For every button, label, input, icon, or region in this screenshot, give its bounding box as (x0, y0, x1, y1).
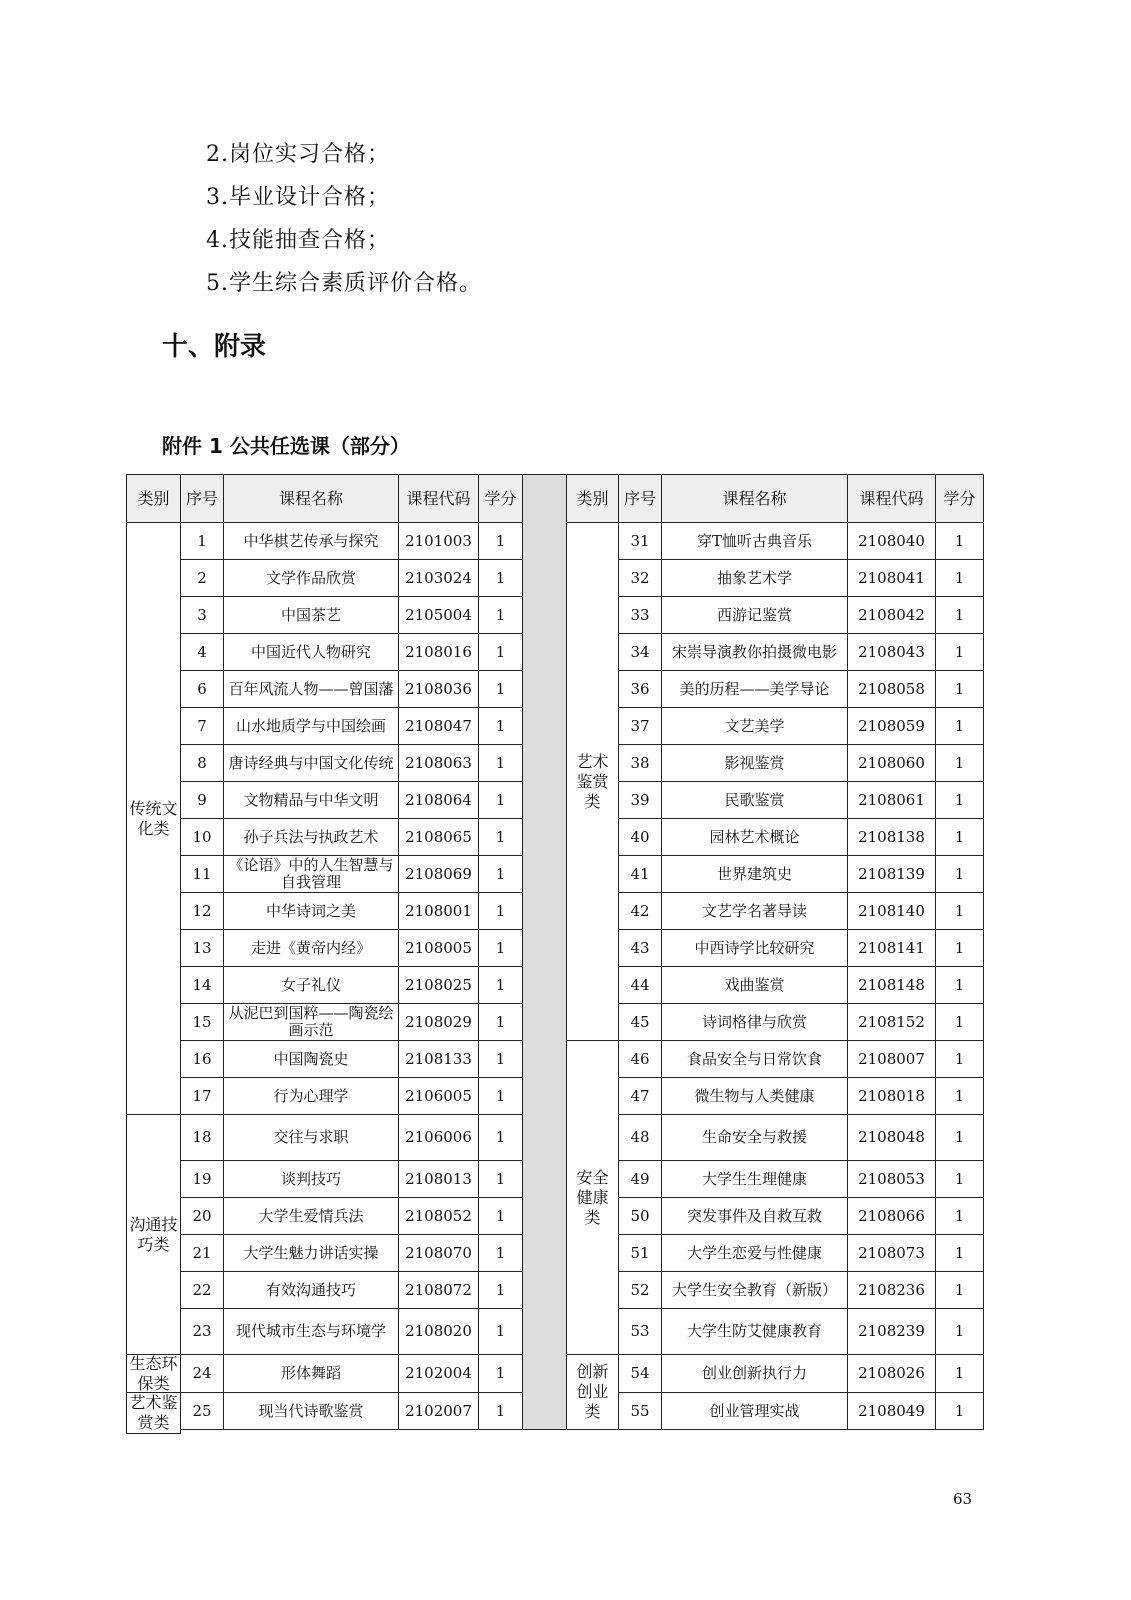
header-number: 序号 (180, 474, 224, 523)
course-code: 2108139 (847, 855, 936, 893)
header-number: 序号 (618, 474, 662, 523)
row-number: 50 (618, 1197, 662, 1235)
row-number: 46 (618, 1040, 662, 1078)
row-number: 41 (618, 855, 662, 893)
row-number: 40 (618, 818, 662, 856)
category-cell: 生态环保类 (126, 1354, 181, 1393)
course-code: 2102004 (398, 1354, 479, 1393)
course-name: 形体舞蹈 (223, 1354, 399, 1393)
course-name: 中华棋艺传承与探究 (223, 522, 399, 560)
course-name: 中国茶艺 (223, 596, 399, 634)
section-heading: 十、附录 (162, 332, 267, 362)
course-name: 行为心理学 (223, 1077, 399, 1115)
course-code: 2103024 (398, 559, 479, 597)
row-number: 44 (618, 966, 662, 1004)
course-code: 2108060 (847, 744, 936, 782)
course-name: 食品安全与日常饮食 (661, 1040, 848, 1078)
course-code: 2108236 (847, 1271, 936, 1309)
course-credit: 1 (935, 559, 984, 597)
row-number: 24 (180, 1354, 224, 1393)
page-number: 63 (953, 1490, 973, 1508)
row-number: 47 (618, 1077, 662, 1115)
course-credit: 1 (478, 1160, 523, 1198)
row-number: 37 (618, 707, 662, 745)
course-credit: 1 (935, 522, 984, 560)
header-category: 类别 (566, 474, 619, 523)
row-number: 38 (618, 744, 662, 782)
course-credit: 1 (935, 707, 984, 745)
row-number: 33 (618, 596, 662, 634)
course-code: 2108025 (398, 966, 479, 1004)
course-code: 2108138 (847, 818, 936, 856)
course-credit: 1 (935, 670, 984, 708)
header-name: 课程名称 (661, 474, 848, 523)
course-name: 大学生防艾健康教育 (661, 1308, 848, 1355)
course-code: 2108036 (398, 670, 479, 708)
course-name: 大学生恋爱与性健康 (661, 1234, 848, 1272)
row-number: 11 (180, 855, 224, 893)
course-credit: 1 (935, 1077, 984, 1115)
row-number: 7 (180, 707, 224, 745)
course-credit: 1 (478, 1077, 523, 1115)
course-name: 生命安全与救援 (661, 1114, 848, 1161)
course-code: 2108001 (398, 892, 479, 930)
course-name: 谈判技巧 (223, 1160, 399, 1198)
course-credit: 1 (478, 1271, 523, 1309)
course-name: 世界建筑史 (661, 855, 848, 893)
course-credit: 1 (935, 1040, 984, 1078)
course-credit: 1 (935, 818, 984, 856)
row-number: 51 (618, 1234, 662, 1272)
course-credit: 1 (935, 1003, 984, 1041)
course-credit: 1 (478, 1003, 523, 1041)
row-number: 4 (180, 633, 224, 671)
category-cell: 传统文化类 (126, 522, 181, 1115)
row-number: 13 (180, 929, 224, 967)
course-code: 2108133 (398, 1040, 479, 1078)
row-number: 36 (618, 670, 662, 708)
course-credit: 1 (478, 633, 523, 671)
row-number: 32 (618, 559, 662, 597)
requirement-item: 3.毕业设计合格； (206, 185, 390, 210)
row-number: 20 (180, 1197, 224, 1235)
row-number: 3 (180, 596, 224, 634)
course-name: 创业管理实战 (661, 1392, 848, 1430)
row-number: 55 (618, 1392, 662, 1430)
row-number: 10 (180, 818, 224, 856)
course-code: 2108047 (398, 707, 479, 745)
category-cell: 艺术鉴赏类 (566, 522, 619, 1041)
course-name: 文学作品欣赏 (223, 559, 399, 597)
row-number: 25 (180, 1392, 224, 1430)
course-code: 2105004 (398, 596, 479, 634)
course-name: 突发事件及自救互救 (661, 1197, 848, 1235)
course-credit: 1 (935, 855, 984, 893)
header-category: 类别 (126, 474, 181, 523)
course-name: 百年风流人物——曾国藩 (223, 670, 399, 708)
course-credit: 1 (478, 1114, 523, 1161)
course-code: 2108065 (398, 818, 479, 856)
row-number: 48 (618, 1114, 662, 1161)
course-name: 戏曲鉴赏 (661, 966, 848, 1004)
row-number: 34 (618, 633, 662, 671)
course-code: 2108007 (847, 1040, 936, 1078)
course-code: 2101003 (398, 522, 479, 560)
course-credit: 1 (478, 966, 523, 1004)
row-number: 1 (180, 522, 224, 560)
row-number: 52 (618, 1271, 662, 1309)
row-number: 18 (180, 1114, 224, 1161)
course-credit: 1 (935, 892, 984, 930)
course-code: 2108048 (847, 1114, 936, 1161)
course-name: 园林艺术概论 (661, 818, 848, 856)
row-number: 19 (180, 1160, 224, 1198)
course-name: 诗词格律与欣赏 (661, 1003, 848, 1041)
course-name: 大学生魅力讲话实操 (223, 1234, 399, 1272)
course-name: 《论语》中的人生智慧与自我管理 (223, 855, 399, 893)
course-name: 现当代诗歌鉴赏 (223, 1392, 399, 1430)
course-credit: 1 (478, 1040, 523, 1078)
course-credit: 1 (935, 929, 984, 967)
row-number: 39 (618, 781, 662, 819)
course-credit: 1 (478, 818, 523, 856)
row-number: 12 (180, 892, 224, 930)
row-number: 14 (180, 966, 224, 1004)
header-credit: 学分 (478, 474, 523, 523)
course-code: 2102007 (398, 1392, 479, 1430)
course-name: 中国近代人物研究 (223, 633, 399, 671)
course-credit: 1 (935, 1197, 984, 1235)
course-name: 现代城市生态与环境学 (223, 1308, 399, 1355)
course-credit: 1 (478, 596, 523, 634)
course-name: 西游记鉴赏 (661, 596, 848, 634)
course-credit: 1 (935, 1354, 984, 1393)
course-credit: 1 (935, 966, 984, 1004)
course-code: 2108029 (398, 1003, 479, 1041)
course-name: 女子礼仪 (223, 966, 399, 1004)
course-code: 2108016 (398, 633, 479, 671)
category-cell: 安全健康类 (566, 1040, 619, 1355)
course-name: 大学生生理健康 (661, 1160, 848, 1198)
course-name: 大学生爱情兵法 (223, 1197, 399, 1235)
course-code: 2108053 (847, 1160, 936, 1198)
course-credit: 1 (478, 1234, 523, 1272)
row-number: 17 (180, 1077, 224, 1115)
table-separator (522, 474, 567, 1430)
row-number: 9 (180, 781, 224, 819)
course-code: 2108058 (847, 670, 936, 708)
row-number: 42 (618, 892, 662, 930)
course-credit: 1 (935, 633, 984, 671)
category-cell: 创新创业类 (566, 1354, 619, 1430)
course-name: 从泥巴到国粹——陶瓷绘画示范 (223, 1003, 399, 1041)
course-name: 文艺美学 (661, 707, 848, 745)
course-credit: 1 (478, 1392, 523, 1430)
course-credit: 1 (935, 1160, 984, 1198)
row-number: 6 (180, 670, 224, 708)
category-cell: 沟通技巧类 (126, 1114, 181, 1355)
course-code: 2108066 (847, 1197, 936, 1235)
course-code: 2108042 (847, 596, 936, 634)
course-code: 2108049 (847, 1392, 936, 1430)
course-code: 2108064 (398, 781, 479, 819)
row-number: 16 (180, 1040, 224, 1078)
course-credit: 1 (935, 1308, 984, 1355)
requirement-item: 2.岗位实习合格； (206, 142, 390, 167)
course-code: 2108040 (847, 522, 936, 560)
category-cell: 艺术鉴赏类 (126, 1392, 181, 1434)
course-name: 穿T恤听古典音乐 (661, 522, 848, 560)
table-caption: 附件 1 公共任选课（部分） (162, 434, 410, 458)
elective-course-table (126, 474, 1003, 1449)
header-credit: 学分 (935, 474, 984, 523)
course-name: 唐诗经典与中国文化传统 (223, 744, 399, 782)
row-number: 54 (618, 1354, 662, 1393)
course-name: 文物精品与中华文明 (223, 781, 399, 819)
course-name: 交往与求职 (223, 1114, 399, 1161)
course-code: 2108018 (847, 1077, 936, 1115)
course-code: 2108239 (847, 1308, 936, 1355)
course-name: 美的历程——美学导论 (661, 670, 848, 708)
course-credit: 1 (935, 1234, 984, 1272)
course-name: 影视鉴赏 (661, 744, 848, 782)
course-credit: 1 (478, 1308, 523, 1355)
course-code: 2108152 (847, 1003, 936, 1041)
course-name: 走进《黄帝内经》 (223, 929, 399, 967)
course-code: 2108070 (398, 1234, 479, 1272)
course-name: 中华诗词之美 (223, 892, 399, 930)
course-name: 文艺学名著导读 (661, 892, 848, 930)
course-name: 中国陶瓷史 (223, 1040, 399, 1078)
course-code: 2106005 (398, 1077, 479, 1115)
course-credit: 1 (935, 744, 984, 782)
header-name: 课程名称 (223, 474, 399, 523)
row-number: 49 (618, 1160, 662, 1198)
course-name: 抽象艺术学 (661, 559, 848, 597)
course-name: 宋崇导演教你拍摄微电影 (661, 633, 848, 671)
course-name: 中西诗学比较研究 (661, 929, 848, 967)
course-code: 2108148 (847, 966, 936, 1004)
course-credit: 1 (478, 1354, 523, 1393)
course-code: 2108043 (847, 633, 936, 671)
row-number: 15 (180, 1003, 224, 1041)
course-credit: 1 (478, 744, 523, 782)
row-number: 8 (180, 744, 224, 782)
row-number: 2 (180, 559, 224, 597)
course-credit: 1 (478, 855, 523, 893)
course-code: 2108073 (847, 1234, 936, 1272)
course-code: 2108052 (398, 1197, 479, 1235)
course-code: 2108063 (398, 744, 479, 782)
course-name: 大学生安全教育（新版） (661, 1271, 848, 1309)
row-number: 31 (618, 522, 662, 560)
row-number: 53 (618, 1308, 662, 1355)
course-credit: 1 (935, 1114, 984, 1161)
course-name: 孙子兵法与执政艺术 (223, 818, 399, 856)
course-credit: 1 (478, 559, 523, 597)
course-credit: 1 (478, 781, 523, 819)
course-credit: 1 (935, 596, 984, 634)
course-credit: 1 (478, 892, 523, 930)
course-code: 2108041 (847, 559, 936, 597)
course-code: 2108005 (398, 929, 479, 967)
row-number: 21 (180, 1234, 224, 1272)
row-number: 45 (618, 1003, 662, 1041)
course-code: 2108140 (847, 892, 936, 930)
course-credit: 1 (478, 522, 523, 560)
course-credit: 1 (935, 1392, 984, 1430)
header-code: 课程代码 (398, 474, 479, 523)
requirement-item: 4.技能抽查合格； (206, 228, 390, 253)
row-number: 22 (180, 1271, 224, 1309)
course-name: 有效沟通技巧 (223, 1271, 399, 1309)
course-credit: 1 (478, 707, 523, 745)
course-code: 2108069 (398, 855, 479, 893)
course-name: 微生物与人类健康 (661, 1077, 848, 1115)
course-code: 2108013 (398, 1160, 479, 1198)
header-code: 课程代码 (847, 474, 936, 523)
course-name: 创业创新执行力 (661, 1354, 848, 1393)
course-credit: 1 (935, 1271, 984, 1309)
course-credit: 1 (478, 929, 523, 967)
row-number: 43 (618, 929, 662, 967)
course-name: 民歌鉴赏 (661, 781, 848, 819)
course-code: 2108020 (398, 1308, 479, 1355)
course-code: 2108141 (847, 929, 936, 967)
course-code: 2106006 (398, 1114, 479, 1161)
requirement-item: 5.学生综合素质评价合格。 (206, 271, 482, 296)
course-credit: 1 (935, 781, 984, 819)
course-code: 2108059 (847, 707, 936, 745)
row-number: 23 (180, 1308, 224, 1355)
course-credit: 1 (478, 670, 523, 708)
course-code: 2108072 (398, 1271, 479, 1309)
course-credit: 1 (478, 1197, 523, 1235)
course-name: 山水地质学与中国绘画 (223, 707, 399, 745)
course-code: 2108026 (847, 1354, 936, 1393)
course-code: 2108061 (847, 781, 936, 819)
